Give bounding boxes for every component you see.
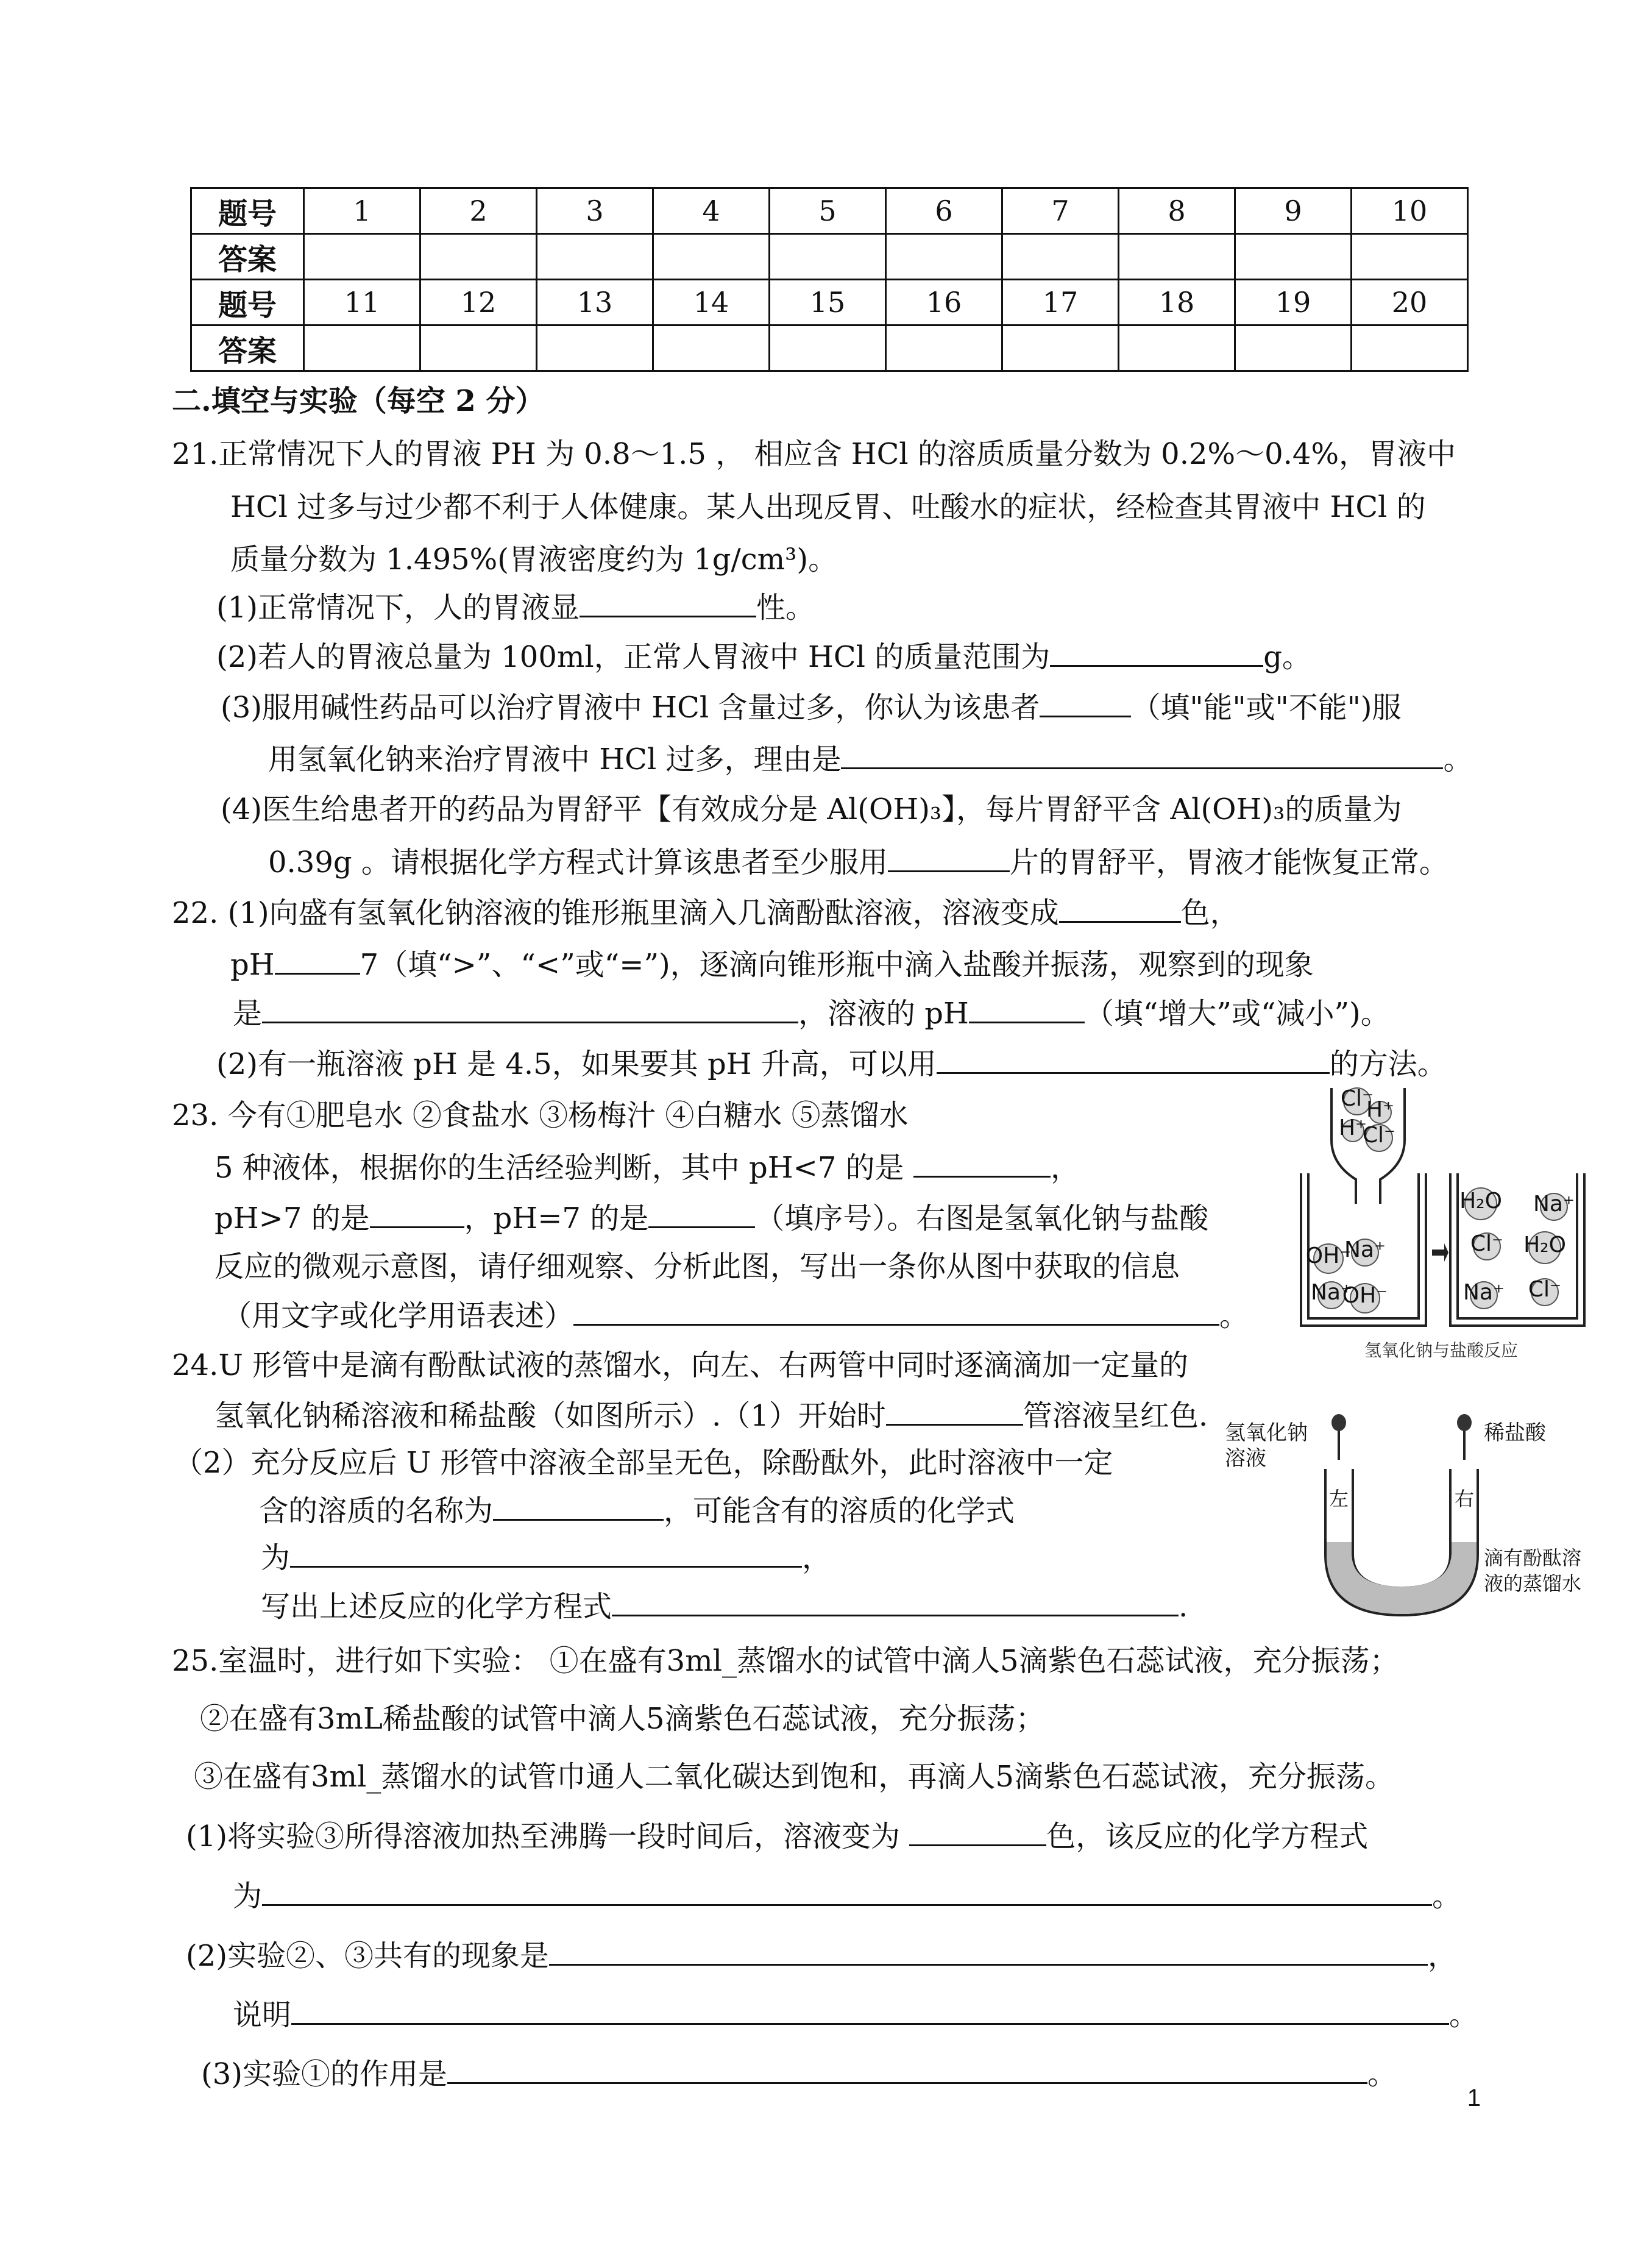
q25-line-8-text: (3)实验①的作用是: [201, 2057, 447, 2091]
q25-line-5-end: 。: [1432, 1879, 1462, 1913]
table-cell: 1: [304, 188, 420, 234]
answer-cell[interactable]: [770, 325, 886, 371]
answer-cell[interactable]: [1235, 325, 1352, 371]
q23-line-5: [222, 1297, 1249, 1334]
q21-part-2: [216, 638, 1311, 675]
q24-line-2-end: 管溶液呈红色.: [1023, 1399, 1208, 1433]
q23-blank-2[interactable]: [370, 1200, 464, 1228]
bottom-label: 滴有酚酞溶液的蒸馏水: [1484, 1546, 1582, 1595]
table-cell: 11: [304, 280, 420, 325]
q25-blank-2[interactable]: [262, 1877, 1432, 1906]
ion-label: Na⁺: [1311, 1280, 1352, 1305]
answer-cell[interactable]: [886, 325, 1002, 371]
q23-blank-4[interactable]: [573, 1297, 1219, 1326]
q24-line-6-text: 写出上述反应的化学方程式: [261, 1590, 612, 1624]
q21-part-2-suffix: g。: [1263, 640, 1311, 674]
dropper-bulb-icon: [1457, 1414, 1472, 1431]
table-row: [191, 188, 1468, 234]
ion-label: Na⁺: [1344, 1237, 1386, 1262]
q21-line-1: 21.正常情况下人的胃液 PH 为 0.8～1.5 ， 相应含 HCl 的溶质质量分数为 0.2%～0.4%，胃液中: [172, 437, 1456, 471]
q24-line-6: [261, 1588, 1188, 1625]
answer-cell[interactable]: [1002, 325, 1119, 371]
table-head-cell: 答案: [191, 325, 304, 371]
ion-label: Cl⁻: [1470, 1231, 1504, 1256]
q24-line-4-text: 含的溶质的名称为: [259, 1494, 494, 1528]
answer-cell[interactable]: [653, 325, 770, 371]
dropper-bulb-icon: [1331, 1414, 1346, 1431]
q22-line-4-text: (2)有一瓶溶液 pH 是 4.5，如果要其 pH 升高，可以用: [216, 1047, 937, 1081]
table-cell: 4: [653, 188, 770, 234]
q24-line-6-end: .: [1179, 1590, 1188, 1624]
q25-line-6: [186, 1937, 1457, 1974]
q21-line-3: 质量分数为 1.495%(胃液密度约为 1g/cm³)。: [230, 542, 838, 577]
tube-right-label: 右: [1454, 1487, 1475, 1510]
q22-blank-5[interactable]: [937, 1045, 1330, 1074]
table-cell: 12: [420, 280, 537, 325]
q25-line-5: [233, 1877, 1461, 1914]
table-head-cell: 题号: [191, 280, 304, 325]
q23-line-4: 反应的微观示意图，请仔细观察、分析此图，写出一条你从图中获取的信息: [214, 1250, 1180, 1284]
q24-line-5-end: ，: [802, 1541, 832, 1575]
q23-line-2-text: 5 种液体，根据你的生活经验判断，其中 pH<7 的是: [214, 1151, 904, 1185]
table-cell: 6: [886, 188, 1002, 234]
q23-line-2: [214, 1149, 1080, 1186]
q22-blank-2[interactable]: [275, 946, 360, 975]
q24-line-4: [259, 1492, 1015, 1529]
q22-line-1-end: 色，: [1180, 896, 1239, 930]
q21-part-3: [221, 689, 1402, 726]
q21-part-1-suffix: 性。: [756, 591, 815, 625]
q22-line-3: [233, 995, 1390, 1032]
answer-cell[interactable]: [1119, 325, 1235, 371]
q25-line-8-end: 。: [1367, 2057, 1397, 2091]
q22-line-4-end: 的方法。: [1329, 1047, 1447, 1081]
q24-blank-2[interactable]: [493, 1492, 664, 1521]
answer-cell[interactable]: [537, 325, 653, 371]
answer-cell[interactable]: [304, 234, 420, 280]
arrow-icon: [1432, 1243, 1448, 1262]
ion-label: OH⁻: [1342, 1283, 1388, 1308]
q25-line-7-text: 说明: [233, 1998, 292, 2032]
answer-cell[interactable]: [1235, 234, 1352, 280]
ion-label: Cl⁻: [1340, 1086, 1374, 1111]
table-cell: 8: [1119, 188, 1235, 234]
table-cell: 2: [420, 188, 537, 234]
table-head-cell: 题号: [191, 188, 304, 234]
q24-blank-4[interactable]: [612, 1588, 1179, 1616]
q25-line-8: [201, 2055, 1397, 2092]
q25-line-6-text: (2)实验②、③共有的现象是: [186, 1939, 549, 1973]
answer-cell[interactable]: [1119, 234, 1235, 280]
q24-line-3: （2）充分反应后 U 形管中溶液全部呈无色，除酚酞外，此时溶液中一定: [174, 1446, 1113, 1480]
ion-label: OH⁻: [1305, 1243, 1352, 1268]
table-row: [191, 234, 1468, 280]
q22-line-1-text: 22. (1)向盛有氢氧化钠溶液的锥形瓶里滴入几滴酚酞溶液，溶液变成: [172, 896, 1059, 930]
q21-part-3-end: 。: [1443, 742, 1473, 777]
answer-cell[interactable]: [420, 234, 537, 280]
answer-cell[interactable]: [420, 325, 537, 371]
answer-table: [190, 187, 1469, 372]
q23-line-3-text: pH>7 的是: [214, 1201, 370, 1235]
q21-part-4: (4)医生给患者开的药品为胃舒平【有效成分是 Al(OH)₃】，每片胃舒平含 Al(OH)₃的质量为: [221, 792, 1402, 827]
q25-line-6-end: ，: [1428, 1939, 1458, 1973]
q22-blank-4[interactable]: [969, 995, 1085, 1023]
q24-line-5: [261, 1539, 831, 1576]
u-tube-diagram: [1225, 1414, 1603, 1633]
ion-label: H₂O: [1523, 1232, 1566, 1257]
table-cell: 19: [1235, 280, 1352, 325]
table-cell: 3: [537, 188, 653, 234]
ion-label: Na⁺: [1463, 1280, 1505, 1305]
q25-line-4-text: (1)将实验③所得溶液加热至沸腾一段时间后，溶液变为: [186, 1819, 900, 1854]
q21-blank-3[interactable]: [1040, 689, 1131, 717]
table-cell: 14: [653, 280, 770, 325]
table-cell: 15: [770, 280, 886, 325]
answer-cell[interactable]: [770, 234, 886, 280]
table-cell: 18: [1119, 280, 1235, 325]
answer-cell[interactable]: [1002, 234, 1119, 280]
answer-cell[interactable]: [886, 234, 1002, 280]
table-cell: 20: [1352, 280, 1468, 325]
q25-line-4: [186, 1818, 1368, 1855]
q25-blank-1[interactable]: [909, 1818, 1046, 1846]
q21-part-3-text: (3)服用碱性药品可以治疗胃液中 HCl 含量过多，你认为该患者: [221, 691, 1040, 725]
tube-left-label: 左: [1328, 1487, 1349, 1510]
q22-line-3-end: （填“增大”或“减小”)。: [1084, 997, 1390, 1031]
answer-cell[interactable]: [1352, 325, 1468, 371]
hcl-label: 稀盐酸: [1484, 1421, 1546, 1445]
answer-cell[interactable]: [653, 234, 770, 280]
q23-line-5-text: （用文字或化学用语表述）: [222, 1299, 574, 1333]
q23-line-1: 23. 今有①肥皂水 ②食盐水 ③杨梅汁 ④白糖水 ⑤蒸馏水: [172, 1098, 909, 1132]
q22-line-3-mid: ，溶液的 pH: [798, 997, 969, 1031]
section-title: 二.填空与实验（每空 2 分）: [172, 384, 545, 418]
q23-line-2-end: ，: [1050, 1151, 1080, 1185]
q21-part-4-cont: [268, 844, 1448, 881]
ion-label: H₂O: [1459, 1189, 1502, 1214]
q25-line-7: [233, 1996, 1478, 2033]
q22-line-2-text: pH: [230, 948, 275, 982]
table-cell: 10: [1352, 188, 1468, 234]
q24-line-1: 24.U 形管中是滴有酚酞试液的蒸馏水，向左、右两管中同时逐滴滴加一定量的: [172, 1348, 1189, 1382]
q25-line-4-end: 色，该反应的化学方程式: [1046, 1819, 1369, 1854]
q24-line-2-text: 氢氧化钠稀溶液和稀盐酸（如图所示）.（1）开始时: [214, 1399, 886, 1433]
q22-line-2: [230, 946, 1314, 983]
q25-line-5-text: 为: [233, 1879, 263, 1913]
table-cell: 13: [537, 280, 653, 325]
table-head-cell: 答案: [191, 234, 304, 280]
q21-line-2: HCl 过多与过少都不利于人体健康。某人出现反胃、吐酸水的症状，经检查其胃液中 HCl 的: [230, 490, 1426, 524]
page-number: 1: [1467, 2085, 1481, 2111]
q25-blank-5[interactable]: [447, 2055, 1367, 2084]
q23-blank-1[interactable]: [913, 1149, 1051, 1178]
q24-line-4-end: ，可能含有的溶质的化学式: [664, 1494, 1015, 1528]
q21-blank-4[interactable]: [841, 741, 1443, 769]
q22-blank-3[interactable]: [262, 995, 798, 1023]
ion-label: Cl⁻: [1362, 1123, 1396, 1148]
q22-line-1: [172, 894, 1239, 931]
q24-blank-1[interactable]: [886, 1397, 1023, 1426]
q25-line-2: ②在盛有3mL稀盐酸的试管中滴人5滴紫色石蕊试液，充分振荡；: [200, 1702, 1045, 1736]
q21-part-3-suffix: （填"能"或"不能")服: [1131, 691, 1402, 725]
answer-cell[interactable]: [304, 325, 420, 371]
q25-line-7-end: 。: [1449, 1998, 1479, 2032]
ion-label: H⁺: [1338, 1115, 1367, 1140]
q24-line-2: [214, 1397, 1208, 1434]
q21-part-3-reason: 用氢氧化钠来治疗胃液中 HCl 过多，理由是: [268, 742, 842, 777]
q22-line-3-text: 是: [233, 997, 263, 1031]
reaction-micro-diagram: [1289, 1082, 1594, 1362]
ion-label: Cl⁻: [1528, 1277, 1562, 1302]
table-cell: 7: [1002, 188, 1119, 234]
q21-part-3-cont: [268, 741, 1472, 778]
q23-blank-3[interactable]: [648, 1200, 755, 1228]
q23-line-3: [214, 1200, 1208, 1237]
answer-cell[interactable]: [1352, 234, 1468, 280]
q21-part-2-text: (2)若人的胃液总量为 100ml，正常人胃液中 HCl 的质量范围为: [216, 640, 1051, 674]
table-row: [191, 325, 1468, 371]
naoh-label: 氢氧化钠溶液: [1225, 1421, 1308, 1471]
q21-part-4-text: 0.39g 。请根据化学方程式计算该患者至少服用: [268, 845, 888, 880]
answer-cell[interactable]: [537, 234, 653, 280]
ion-label: H⁺: [1366, 1097, 1395, 1122]
table-row: [191, 280, 1468, 325]
q21-part-1: [216, 589, 815, 626]
table-cell: 17: [1002, 280, 1119, 325]
q21-blank-5[interactable]: [888, 844, 1010, 872]
q25-line-1: 25.室温时，进行如下实验： ①在盛有3ml_蒸馏水的试管中滴人5滴紫色石蕊试液，充分振荡；: [172, 1644, 1399, 1678]
q22-line-2-end: 7（填“>”、“<”或“=”)，逐滴向锥形瓶中滴入盐酸并振荡，观察到的现象: [360, 948, 1314, 982]
q23-line-5-end: 。: [1219, 1299, 1249, 1333]
q22-blank-1[interactable]: [1059, 894, 1181, 923]
q25-blank-3[interactable]: [549, 1937, 1428, 1966]
q23-line-3-end: （填序号）。右图是氢氧化钠与盐酸: [755, 1201, 1209, 1235]
q21-blank-2[interactable]: [1050, 638, 1263, 667]
q21-blank-1[interactable]: [580, 589, 756, 617]
figure-caption: 氢氧化钠与盐酸反应: [1364, 1340, 1519, 1360]
q23-line-3-mid: ，pH=7 的是: [464, 1201, 649, 1235]
q24-blank-3[interactable]: [290, 1539, 802, 1568]
ion-label: Na⁺: [1533, 1192, 1575, 1217]
table-cell: 9: [1235, 188, 1352, 234]
q25-blank-4[interactable]: [291, 1996, 1449, 2025]
q22-line-4: [216, 1045, 1447, 1082]
q24-line-5-text: 为: [261, 1541, 291, 1575]
q21-part-1-text: (1)正常情况下，人的胃液显: [216, 591, 580, 625]
table-cell: 5: [770, 188, 886, 234]
q25-line-3: ③在盛有3ml_蒸馏水的试管巾通人二氧化碳达到饱和，再滴人5滴紫色石蕊试液，充分振荡。: [194, 1760, 1394, 1794]
table-cell: 16: [886, 280, 1002, 325]
q21-part-4-end: 片的胃舒平，胃液才能恢复正常。: [1009, 845, 1448, 880]
